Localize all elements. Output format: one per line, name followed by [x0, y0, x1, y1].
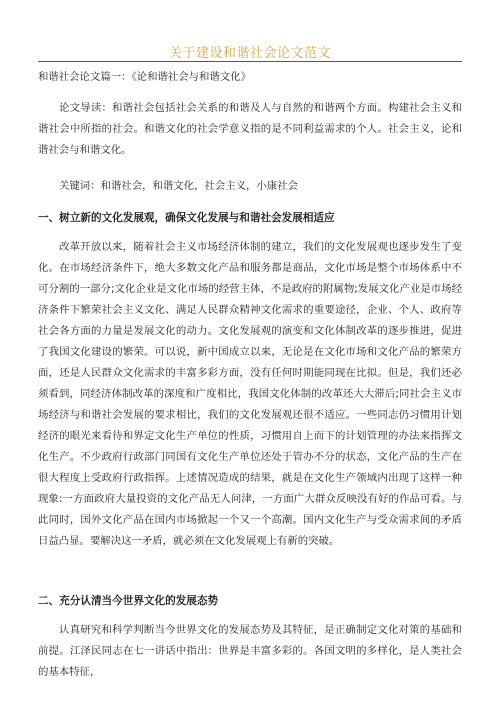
section-2-body: 认真研究和科学判断当今世界文化的发展态势及其特征，是正确制定文化对策的基础和前提。江泽民同志在七一讲话中指出：世界是丰富多彩的。各国文明的多样化，是人类社会的基本特征，	[38, 624, 462, 678]
section-2-heading: 二、充分认清当今世界文化的发展态势	[38, 595, 219, 607]
section-1-body: 改革开放以来，随着社会主义市场经济体制的建立，我们的文化发展观也逐步发生了变化。在市场经济条件下，绝大多数文化产品和服务都是商品，文化市场是整个市场体系中不可分割的一部分;文化企业是文化市场的经营主体，不是政府的附属物;发展文化产业是市场经济条件下繁荣社会主义文化、满足人民群众精神文化需求的重要途径，企业、个人、政府等社会各方面的力量是发展文化的动力。文化发展观的演变和文化体制改革的逐步推进，促进了我国文化建设的繁荣。可以说，新中国成立以来，无论是在文化市场和文化产品的繁荣方面，还是人民群众文化需求的丰富多彩方面，没有任何时期能同现在比拟。但是，我们还必须看到，同经济体制改革的深度和广度相比，我国文化体制的改革还大大滞后;同社会主义市场经济与和谐社会发展的要求相比，我们的文化发展观还很不适应。一些同志仍习惯用计划经济的眼光来看待和界定文化生产单位的性质，习惯用自上而下的计划管理的办法来指挥文化生产。不少政府行政部门同国有文化生产单位还处于管办不分的状态，文化产品的生产在很大程度上受政府行政指挥。上述情况造成的结果，就是在文化生产领域内出现了这样一种现象:一方面政府大量投资的文化产品无人问津，一方面广大群众反映没有好的作品可看。与此同时，国外文化产品在国内市场掀起一个又一个高潮。国内文化生产与受众需求间的矛盾日益凸显。要解决这一矛盾，就必须在文化发展观上有新的突破。	[38, 241, 462, 547]
document-title: 关于建设和谐社会论文范文	[168, 46, 331, 61]
paper-subtitle: 和谐社会论文篇一：《论和谐社会与和谐文化》	[38, 71, 252, 83]
title-divider	[38, 61, 462, 62]
section-1-heading: 一、树立新的文化发展观，确保文化发展与和谐社会发展相适应	[38, 212, 335, 224]
abstract-paragraph: 论文导读：和谐社会包括社会关系的和谐及人与自然的和谐两个方面。构建社会主义和谐社会中所指的社会。和谐文化的社会学意义指的是不同利益需求的个人。社会主义，论和谐社会与和谐文化。	[38, 102, 462, 156]
keywords-line: 关键词：和谐社会，和谐文化，社会主义，小康社会	[59, 180, 298, 192]
